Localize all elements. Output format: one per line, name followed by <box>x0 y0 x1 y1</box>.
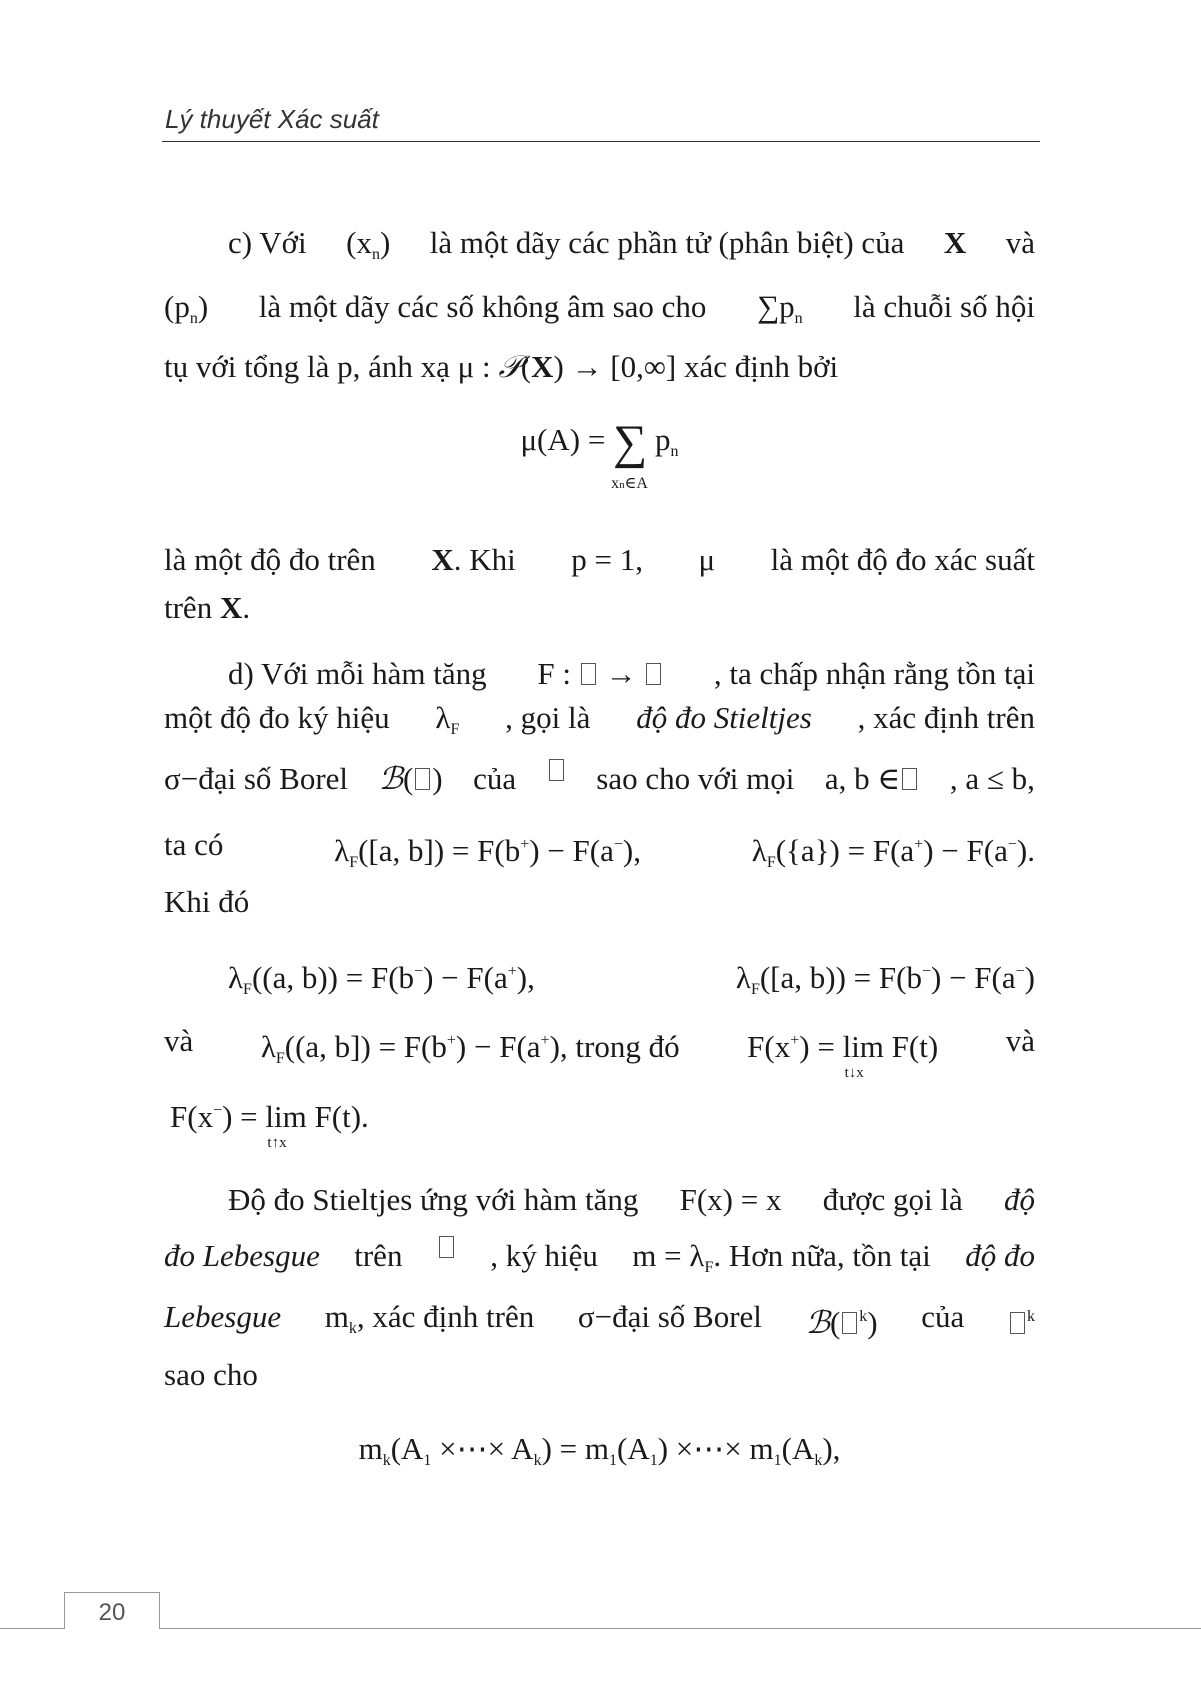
page-number: 20 <box>64 1592 160 1629</box>
text-line: c) Với $(x_n)$ là một dãy các phần tử (phân biệt) của X và <box>164 223 1035 275</box>
text-line: là một độ đo trên X. Khi p = 1, μ là một độ đo xác suất <box>164 542 1035 577</box>
text-line: trên X. <box>164 590 251 625</box>
text-line: Lebesgue $m_k$, xác định trên σ−đại số Borel ℬ( $^k$) của $^k$ <box>164 1299 1035 1341</box>
formula-lebesgue-product: $m_k(A_1$ ×⋯× $A_k) = m_1(A_1)$ ×⋯× $m_1(A_k)$, <box>358 1431 841 1469</box>
formula-stieltjes: $\lambda_F((a$, b)) = F(b−) − F(a+), $\lambda_F([a$, b)) = F(b−) − F(a−) <box>228 960 1035 998</box>
text-line: $(p_n)$ là một dãy các số không âm sao cho $\sum p_n$ là chuỗi số hội <box>164 289 1035 327</box>
text-line: sao cho <box>164 1357 258 1392</box>
math-xn: $(x_n)$ <box>346 225 391 263</box>
text-line: đo Lebesgue trên , ký hiệu $m = \lambda_F$. Hơn nữa, tồn tại độ đo <box>164 1238 1035 1276</box>
text-line: ta có $\lambda_F([a$, b]) = F(b+) − F(a−), $\lambda_F(\{a\}) = F(a^+) - F(a^-)$. <box>164 827 1035 871</box>
header-rule <box>162 141 1040 142</box>
footer-rule <box>0 1628 1201 1629</box>
formula-measure: μ(A) = ∑ xn∈A $p_n$ <box>520 416 679 492</box>
text-line: d) Với mỗi hàm tăng F : → , ta chấp nhận rằng tồn tại <box>228 656 1035 691</box>
text-line: một độ đo ký hiệu $\lambda_F$ , gọi là độ đo Stieltjes , xác định trên <box>164 700 1035 738</box>
text-line: và $\lambda_F((a$, b]) = F(b+) − F(a+), trong đó F(x+) = lim t↓x F(t) và <box>164 1023 1035 1081</box>
header-title: Lý thuyết Xác suất <box>165 104 379 134</box>
text-line: Độ đo Stieltjes ứng với hàm tăng F(x) = x được gọi là độ <box>228 1182 1035 1217</box>
text-line: Khi đó <box>164 884 250 919</box>
text-line: tụ với tổng là p, ánh xạ μ : 𝒫(X) → [0,∞] xác định bởi <box>164 349 839 385</box>
text-line: σ−đại số Borel ℬ( ) của sao cho với mọi a, b ∈ , a ≤ b, <box>164 761 1035 797</box>
formula-left-limit: F(x−) = lim t↑x F(t). <box>170 1099 369 1151</box>
